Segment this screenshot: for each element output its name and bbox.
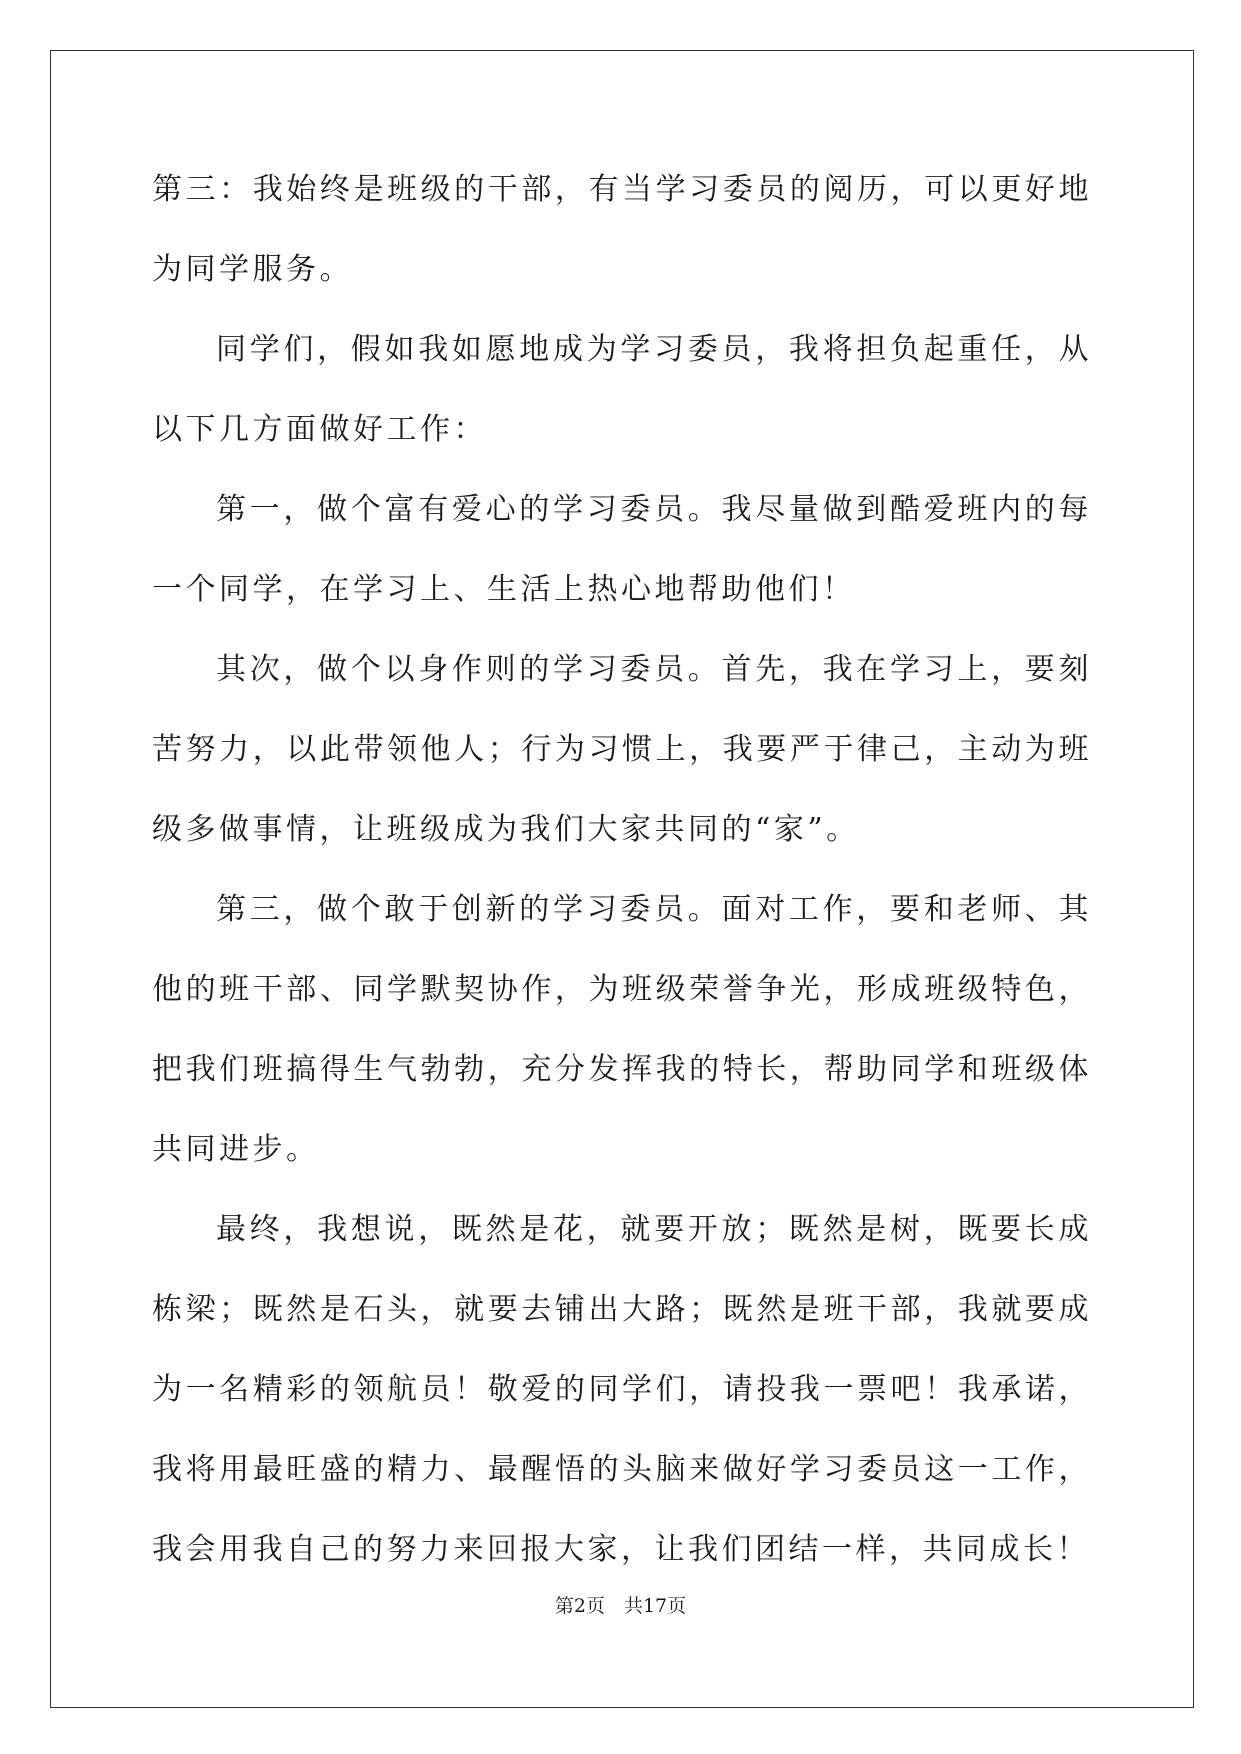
paragraph-6: 最终，我想说，既然是花，就要开放；既然是树，既要长成栋梁；既然是石头，就要去铺出大路；既然是班干部，我就要成为一名精彩的领航员！敬爱的同学们，请投我一票吧！我承诺，我将用最旺盛的精力、最醒悟的头脑来做好学习委员这一工作，我会用我自己的努力来回报大家，让我们团结一样，共同成长！	[152, 1212, 1092, 1567]
paragraph-3: 第一，做个富有爱心的学习委员。我尽量做到酷爱班内的每一个同学，在学习上、生活上热心地帮助他们！	[152, 492, 1092, 607]
paragraph-1: 第三：我始终是班级的干部，有当学习委员的阅历，可以更好地为同学服务。	[152, 172, 1092, 287]
document-body	[152, 150, 1092, 1590]
paragraph-4: 其次，做个以身作则的学习委员。首先，我在学习上，要刻苦努力，以此带领他人；行为习惯上，我要严于律己，主动为班级多做事情，让班级成为我们大家共同的“家”。	[152, 652, 1092, 847]
paragraph-5: 第三，做个敢于创新的学习委员。面对工作，要和老师、其他的班干部、同学默契协作，为班级荣誉争光，形成班级特色，把我们班搞得生气勃勃，充分发挥我的特长，帮助同学和班级体共同进步。	[152, 892, 1092, 1167]
page-number-footer: 第2页 共17页	[554, 1595, 687, 1617]
paragraph-2: 同学们，假如我如愿地成为学习委员，我将担负起重任，从以下几方面做好工作：	[152, 332, 1092, 447]
